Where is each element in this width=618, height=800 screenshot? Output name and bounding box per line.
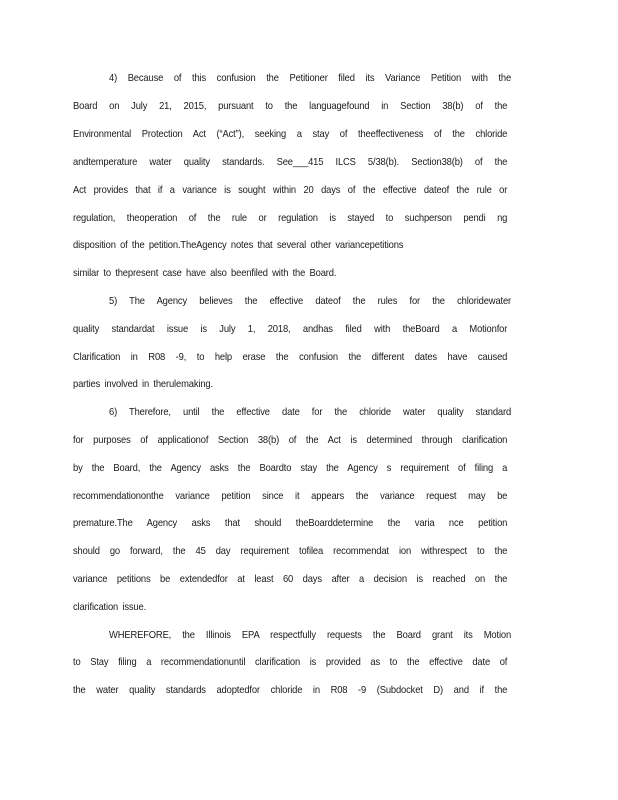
text-line: variance petitions be extendedfor at least 60 days after a decision is reached on the: [73, 574, 508, 585]
text-line: parties involved in therulemaking.: [73, 379, 213, 390]
text-line: recommendationonthe variance petition since it appears the variance request may be: [73, 491, 508, 502]
text-line: premature.The Agency asks that should theBoarddetermine the varia nce petition: [73, 518, 508, 529]
text-line: similar to thepresent case have also beenfiled with the Board.: [73, 268, 337, 279]
text-line: 5) The Agency believes the effective dateof the rules for the chloridewater: [109, 296, 512, 307]
text-line: by the Board, the Agency asks the Boardto stay the Agency s requirement of filing a: [73, 463, 508, 474]
text-line: to Stay filing a recommendationuntil clarification is provided as to the effective date of: [73, 657, 508, 668]
text-line: 6) Therefore, until the effective date for the chloride water quality standard: [109, 407, 512, 418]
text-line: Environmental Protection Act (“Act”), seeking a stay of theeffectiveness of the chloride: [73, 129, 508, 140]
text-line: should go forward, the 45 day requirement tofilea recommendat ion withrespect to the: [73, 546, 508, 557]
text-line: for purposes of applicationof Section 38(b) of the Act is determined through clarification: [73, 435, 508, 446]
text-line: Board on July 21, 2015, pursuant to the languagefound in Section 38(b) of the: [73, 101, 508, 112]
text-line: Act provides that if a variance is sought within 20 days of the effective dateof the rule or: [73, 185, 508, 196]
text-line: WHEREFORE, the Illinois EPA respectfully requests the Board grant its Motion: [109, 630, 512, 641]
text-line: 4) Because of this confusion the Petitioner filed its Variance Petition with the: [109, 73, 512, 84]
text-line: andtemperature water quality standards. See___415 ILCS 5/38(b). Section38(b) of the: [73, 157, 508, 168]
text-line: regulation, theoperation of the rule or regulation is stayed to suchperson pendi ng: [73, 213, 508, 224]
text-line: clarification issue.: [73, 602, 147, 613]
text-line: disposition of the petition.TheAgency notes that several other variancepetitions: [73, 240, 404, 251]
text-line: the water quality standards adoptedfor chloride in R08 -9 (Subdocket D) and if the: [73, 685, 508, 696]
text-line: quality standardat issue is July 1, 2018, andhas filed with theBoard a Motionfor: [73, 324, 508, 335]
text-line: Clarification in R08 -9, to help erase the confusion the different dates have caused: [73, 352, 508, 363]
